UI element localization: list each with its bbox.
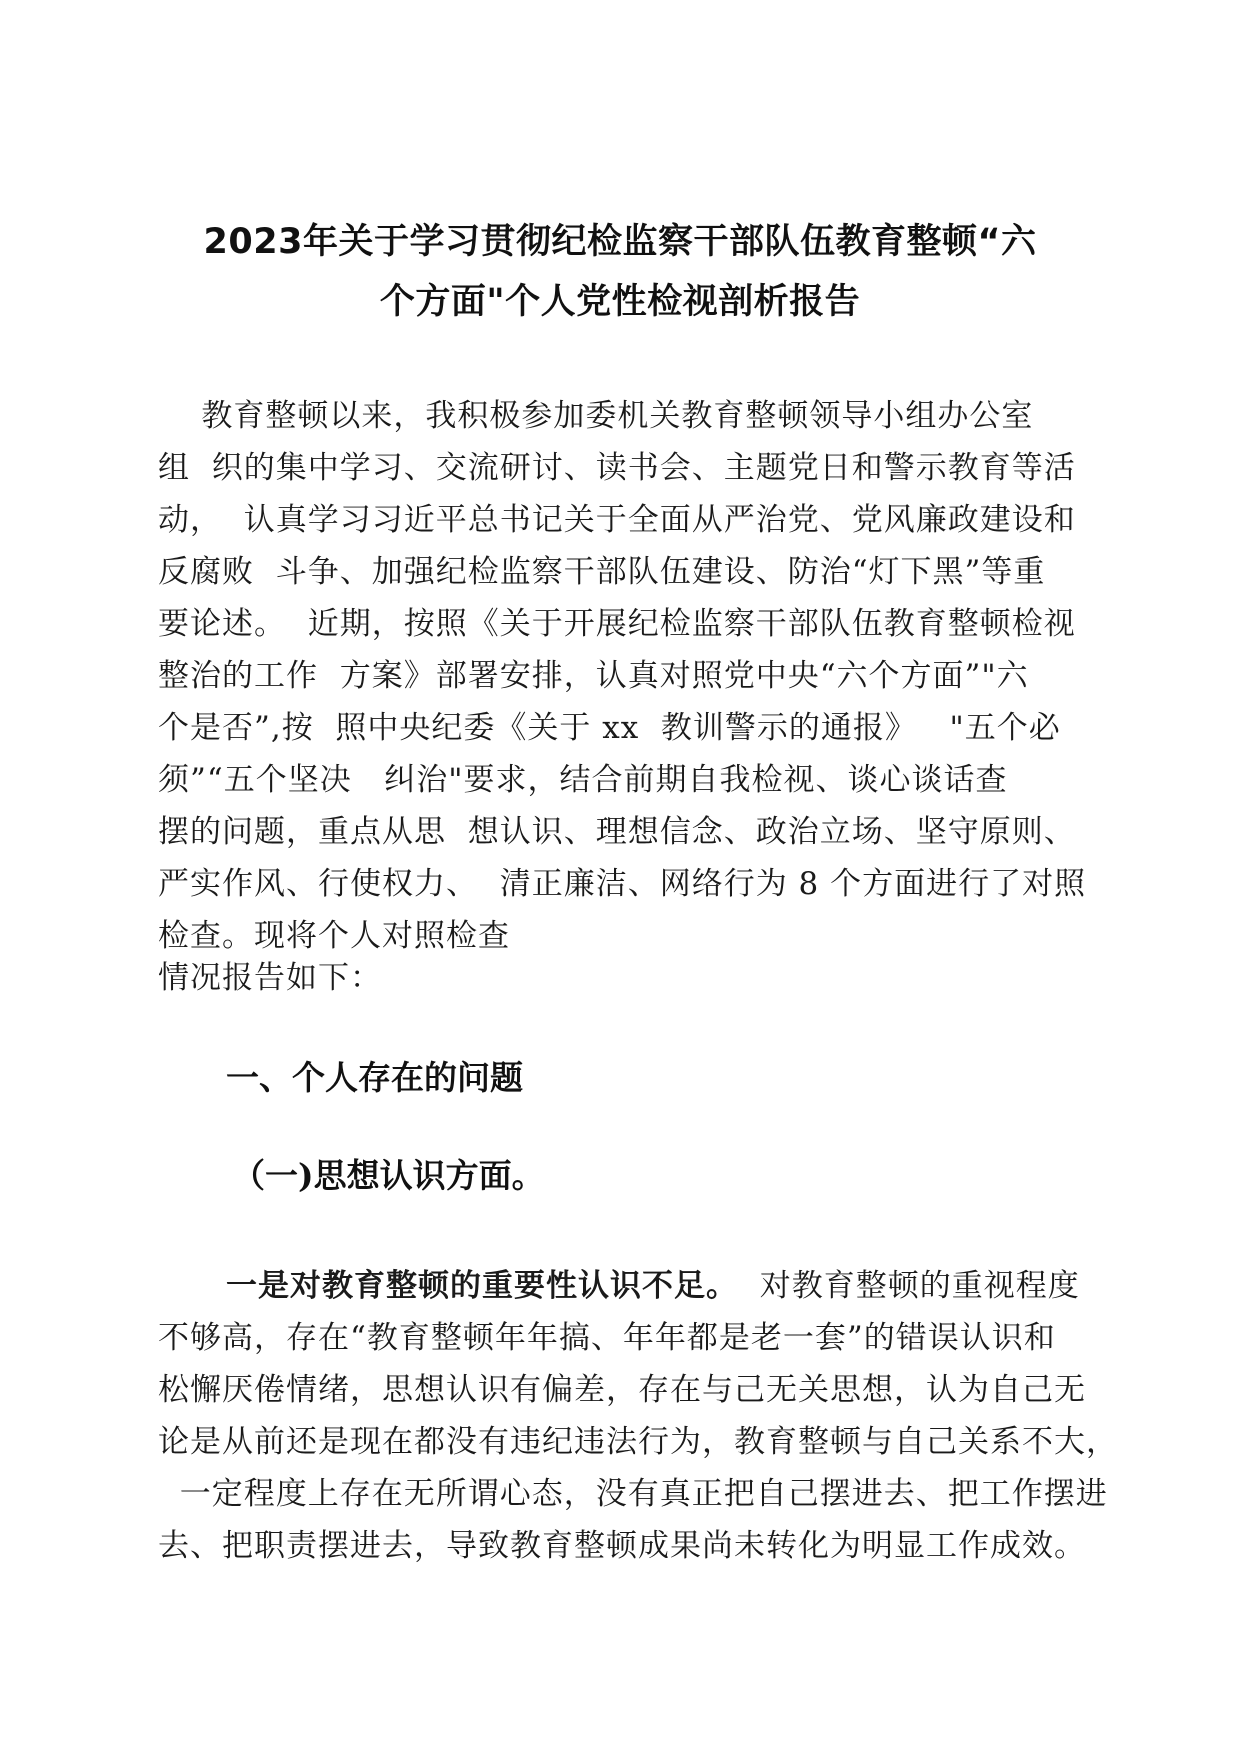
intro-line: 情况报告如下： [158, 960, 382, 996]
intro-line: 反腐败 斗争、加强纪检监察干部队伍建设、防治“灯下黑”等重 [158, 554, 1046, 590]
intro-line: 教育整顿以来，我积极参加委机关教育整顿领导小组办公室 [158, 398, 1034, 434]
intro-line: 个是否”,按 照中央纪委《关于 xx 教训警示的通报》 "五个必 [158, 710, 1061, 746]
intro-line: 摆的问题，重点从思 想认识、理想信念、政治立场、坚守原则、 [158, 814, 1076, 850]
section-heading: 一、个人存在的问题 [226, 1058, 523, 1097]
paragraph-line: 去、把职责摆进去，导致教育整顿成果尚未转化为明显工作成效。 [158, 1528, 1086, 1564]
paragraph-line: 不够高，存在“教育整顿年年搞、年年都是老一套”的错误认识和 [158, 1320, 1056, 1356]
intro-line: 组 织的集中学习、交流研讨、读书会、主题党日和警示教育等活 [158, 450, 1076, 486]
intro-line: 动， 认真学习习近平总书记关于全面从严治党、党风廉政建设和 [158, 502, 1076, 538]
paragraph-first-line [226, 1260, 1080, 1305]
document-title-line-2: 个方面"个人党性检视剖析报告 [379, 282, 861, 322]
paragraph-lead-bold: 一是对教育整顿的重要性认识不足。 [226, 1268, 738, 1304]
paragraph-line: 论是从前还是现在都没有违纪违法行为，教育整顿与自己关系不大， [158, 1424, 1118, 1460]
intro-line: 要论述。 近期，按照《关于开展纪检监察干部队伍教育整顿检视 [158, 606, 1076, 642]
paragraph-line: 一定程度上存在无所谓心态，没有真正把自己摆进去、把工作摆进 [158, 1476, 1108, 1512]
paragraph-first-line-rest: 对教育整顿的重视程度 [738, 1268, 1080, 1304]
intro-line: 整治的工作 方案》部署安排，认真对照党中央“六个方面”"六 [158, 658, 1029, 694]
intro-line: 检查。现将个人对照检查 [158, 918, 510, 954]
intro-line: 须”“五个坚决 纠治"要求，结合前期自我检视、谈心谈话查 [158, 762, 1008, 798]
paragraph-line: 松懈厌倦情绪，思想认识有偏差，存在与己无关思想，认为自己无 [158, 1372, 1086, 1408]
subsection-heading: （一)思想认识方面。 [232, 1156, 545, 1195]
intro-line: 严实作风、行使权力、 清正廉洁、网络行为 8 个方面进行了对照 [158, 866, 1087, 902]
document-title-line-1: 2023年关于学习贯彻纪检监察干部队伍教育整顿“六 [203, 222, 1037, 262]
